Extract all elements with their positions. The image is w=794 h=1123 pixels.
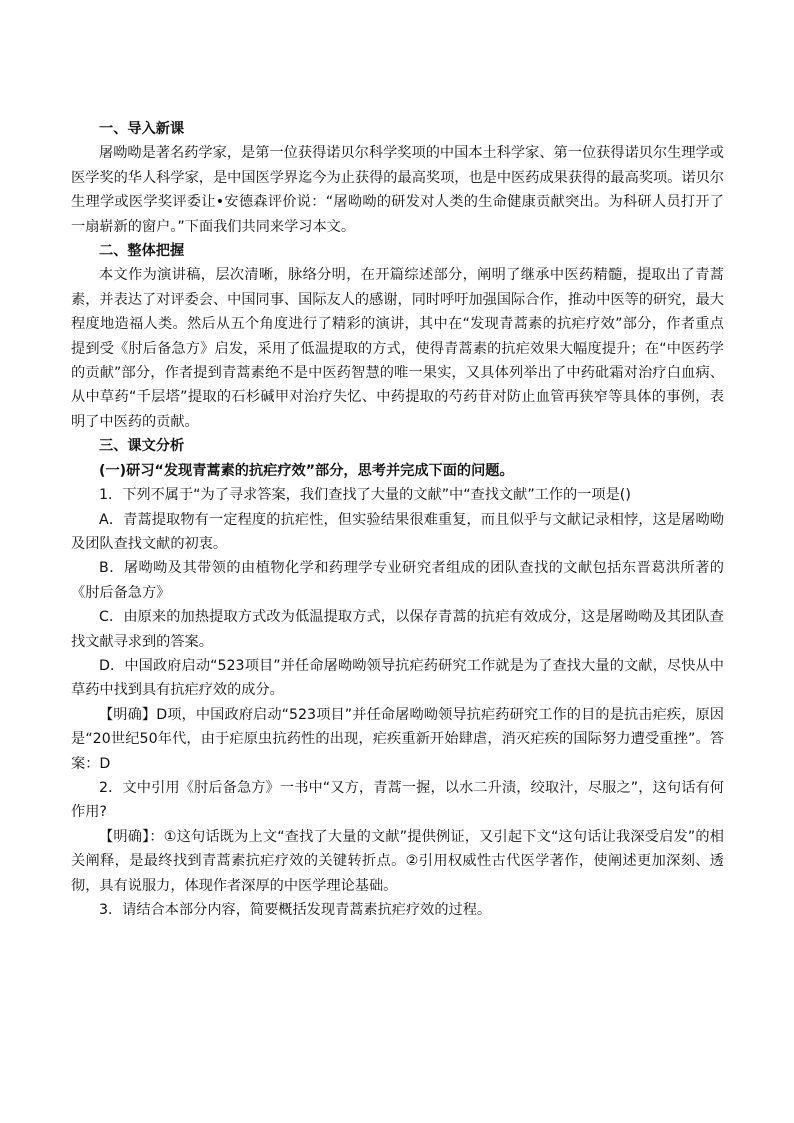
question-3: 3．请结合本部分内容，简要概括发现青蒿素抗疟疗效的过程。 [99, 902, 492, 918]
answer-1: 【明确】D项，中国政府启动“523项目”并任命屠呦呦领导抗疟药研究工作的目的是抗击疟疾，原因是“20世纪50年代，由于疟原虫抗药性的出现，疟疾重新开始肆虐，消灭疟疾的国际努力遭受重挫”。答案：D [71, 706, 724, 772]
option-c: C．由原来的加热提取方式改为低温提取方式，以保存青蒿的抗疟有效成分，这是屠呦呦及其团队查找文献寻求到的答案。 [71, 609, 724, 650]
section-heading-overview: 二、整体把握 [99, 243, 185, 260]
question-2: 2．文中引用《肘后备急方》一书中“又方，青蒿一握，以水二升渍，绞取汁，尽服之”，这句话有何作用? [71, 779, 724, 821]
answer-2: 【明确】：①这句话既为上文“查找了大量的文献”提供例证，又引起下文“这句话让我深受启发”的相关阐释，是最终找到青蒿素抗疟疗效的关键转折点。②引用权威性古代医学著作，使阐述更加深刻、透彻，具有说服力，体现作者深厚的中医学理论基础。 [71, 828, 724, 894]
overview-paragraph: 本文作为演讲稿，层次清晰，脉络分明，在开篇综述部分，阐明了继承中医药精髓，提取出了青蒿素，并表达了对评委会、中国同事、国际友人的感谢，同时呼吁加强国际合作，推动中医等的研究，最大程度地造福人类。然后从五个角度进行了精彩的演讲，其中在“发现青蒿素的抗疟疗效”部分，作者重点提到受《肘后备急方》启发，采用了低温提取的方式，使得青蒿素的抗疟效果大幅度提升；在“中医药学的贡献”部分，作者提到青蒿素绝不是中医药智慧的唯一果实，又具体列举出了中药砒霜对治疗白血病、从中草药“千层塔”提取的石杉碱甲对治疗失忆、中药提取的芍药苷对防止血管再狭窄等具体的事例，表明了中医药的贡献。 [71, 267, 724, 430]
analysis-subheading: (一)研习“发现青蒿素的抗疟疗效”部分，思考并完成下面的问题。 [99, 462, 514, 479]
question-1: 1．下列不属于“为了寻求答案，我们查找了大量的文献”中“查找文献”工作的一项是() [99, 487, 631, 504]
option-a: A．青蒿提取物有一定程度的抗疟性，但实验结果很难重复，而且似乎与文献记录相悖，这是屠呦呦及团队查找文献的初衷。 [71, 511, 724, 552]
intro-paragraph: 屠呦呦是著名药学家，是第一位获得诺贝尔科学奖项的中国本土科学家、第一位获得诺贝尔生理学或医学奖的华人科学家，是中国医学界迄今为止获得的最高奖项，也是中医药成果获得的最高奖项。诺贝尔生理学或医学奖评委让•安德森评价说：“屠呦呦的研发对人类的生命健康贡献突出。为科研人员打开了一扇崭新的窗户。”下面我们共同来学习本文。 [71, 145, 724, 235]
option-d: D．中国政府启动“523项目”并任命屠呦呦领导抗疟药研究工作就是为了查找大量的文献，尽快从中草药中找到具有抗疟疗效的成分。 [71, 657, 724, 699]
section-heading-analysis: 三、课文分析 [99, 438, 185, 455]
section-heading-intro: 一、导入新课 [99, 121, 185, 137]
document-body [71, 117, 724, 922]
option-b: B．屠呦呦及其带领的由植物化学和药理学专业研究者组成的团队查找的文献包括东晋葛洪所著的《肘后备急方》 [71, 560, 724, 601]
